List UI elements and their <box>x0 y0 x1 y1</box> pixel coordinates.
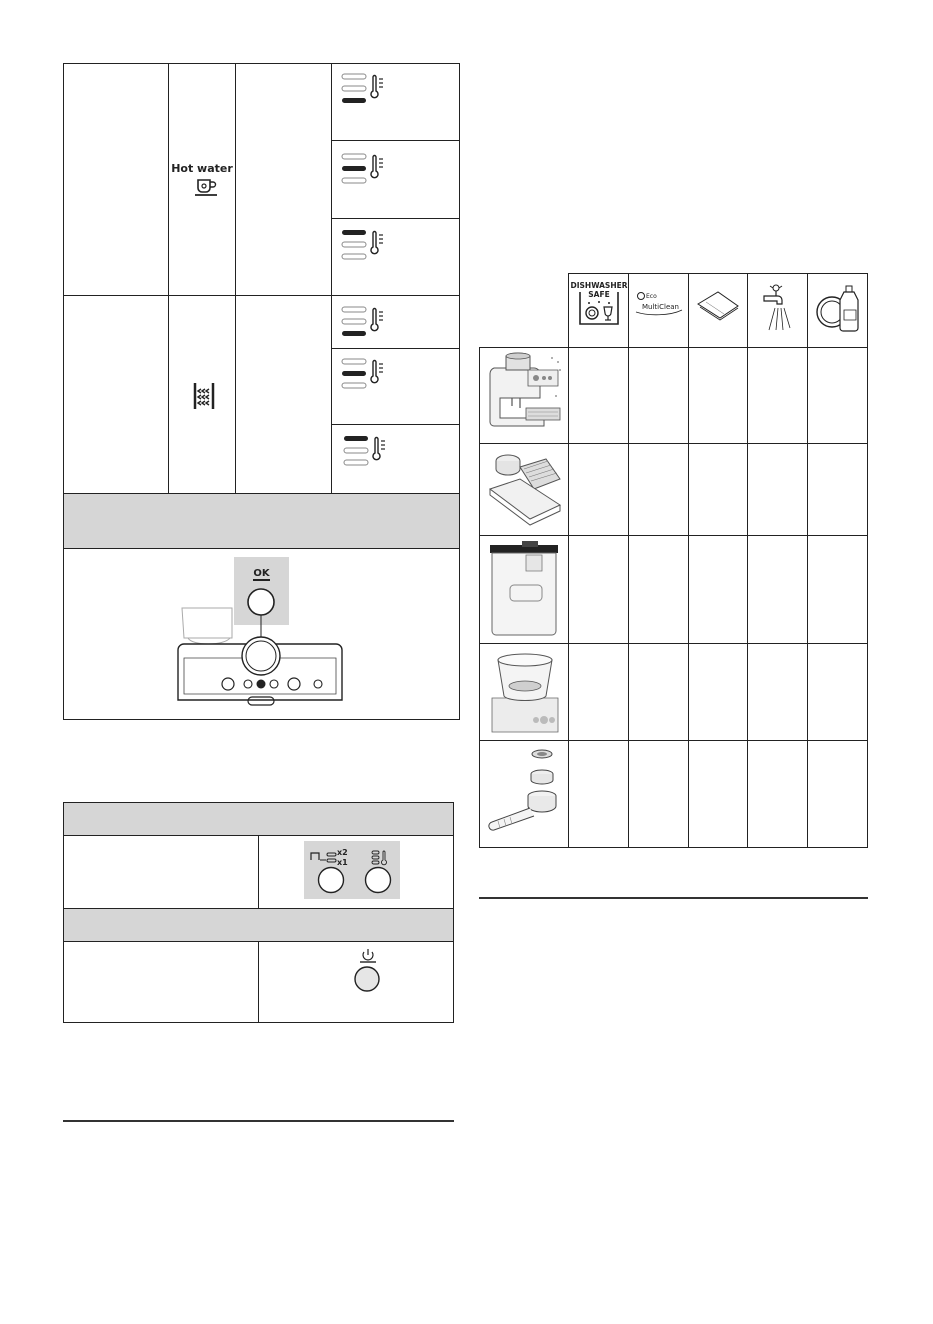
steam-icon <box>193 381 215 411</box>
thermometer-icon <box>372 850 394 866</box>
cup-size-icon <box>310 850 338 864</box>
thermometer-icon <box>342 229 386 263</box>
ok-button-label: OK <box>253 568 270 579</box>
cloth-icon <box>694 288 742 324</box>
machine-icon <box>486 352 564 438</box>
eco-multiclean-icon <box>634 288 684 318</box>
multiclean-label: MultiClean <box>642 303 679 311</box>
portafilter-icon <box>486 744 564 838</box>
dishwasher-label: DISHWASHER <box>570 281 628 290</box>
dish-soap-icon <box>814 282 862 334</box>
power-icon <box>358 948 378 964</box>
drip-tray-icon <box>486 449 564 531</box>
tap-water-icon <box>760 282 794 334</box>
thermometer-icon <box>342 306 386 340</box>
water-tank-icon <box>486 539 564 639</box>
cup-size-button <box>317 866 345 894</box>
power-button <box>353 965 381 993</box>
table-header <box>64 803 453 835</box>
cup-x1-label: x1 <box>337 858 348 867</box>
thermometer-icon <box>342 358 386 392</box>
safe-label: SAFE <box>588 290 610 299</box>
thermometer-icon <box>342 73 386 107</box>
dishwasher-safe-icon <box>570 280 628 326</box>
thermometer-icon <box>342 153 386 187</box>
section-divider <box>479 897 868 899</box>
thermometer-icon <box>344 435 388 469</box>
eco-label: Eco <box>646 293 657 300</box>
bean-hopper-icon <box>484 648 566 736</box>
temperature-button <box>364 866 392 894</box>
hot-water-label: Hot water <box>171 162 233 175</box>
table-header <box>64 908 453 941</box>
note-bar <box>64 493 459 548</box>
section-divider <box>63 1120 454 1122</box>
control-panel-illustration <box>170 580 360 710</box>
cup-x2-label: x2 <box>337 848 348 857</box>
cup-icon <box>192 176 220 198</box>
